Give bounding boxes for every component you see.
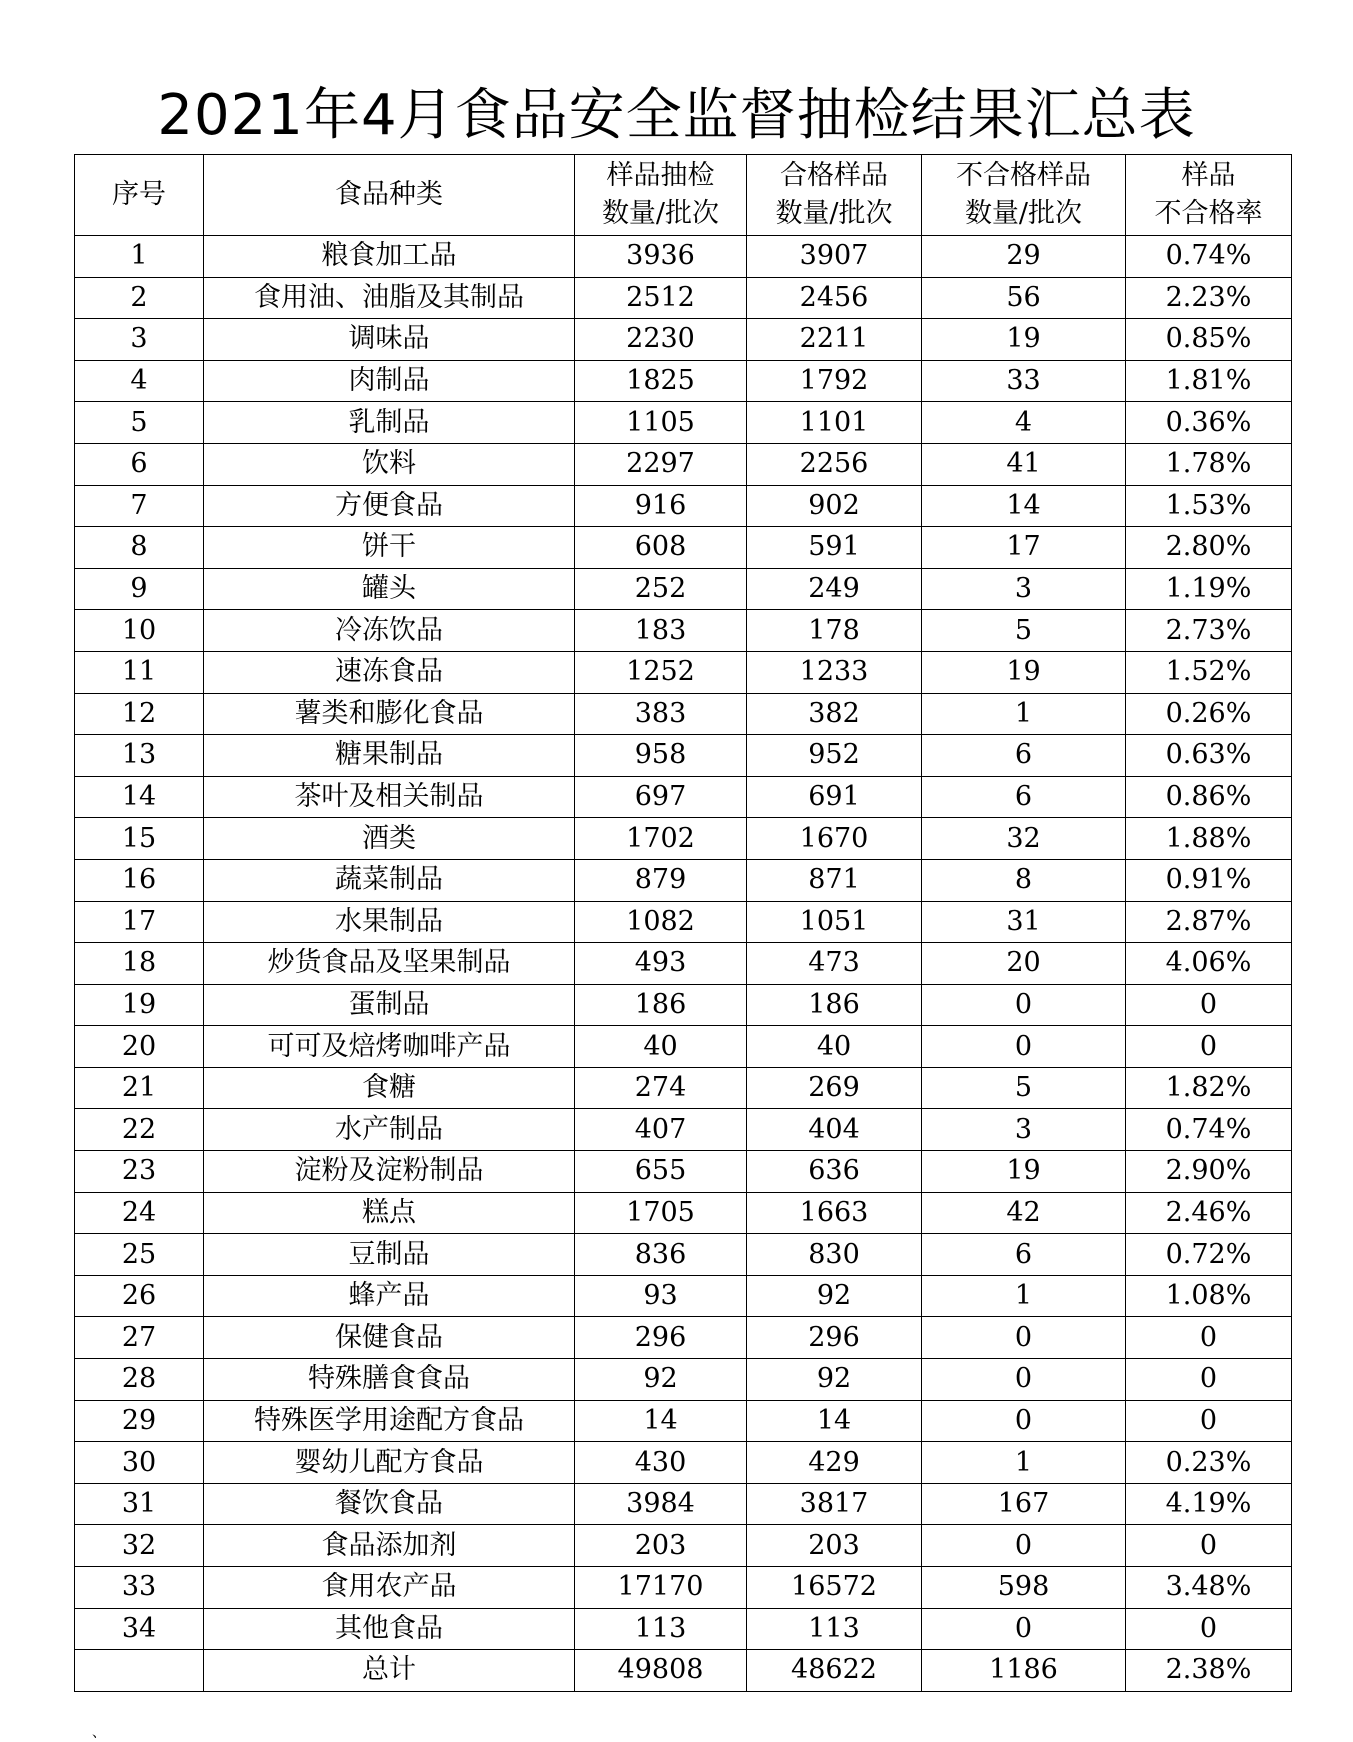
cell-category: 炒货食品及坚果制品 xyxy=(204,943,575,985)
cell-qualified: 1101 xyxy=(747,402,922,444)
table-row xyxy=(75,1234,1292,1276)
header-qualified-line2: 数量/批次 xyxy=(775,198,893,229)
results-table xyxy=(74,154,1292,1692)
cell-qualified: 92 xyxy=(747,1359,922,1401)
cell-index: 12 xyxy=(75,693,204,735)
table-row xyxy=(75,1151,1292,1193)
header-fail-rate-line2: 不合格率 xyxy=(1154,198,1263,229)
cell-unqualified: 0 xyxy=(922,1359,1126,1401)
cell-unqualified: 19 xyxy=(922,1151,1126,1193)
table-row xyxy=(75,901,1292,943)
cell-unqualified: 6 xyxy=(922,735,1126,777)
cell-unqualified: 3 xyxy=(922,1109,1126,1151)
cell-category: 乳制品 xyxy=(204,402,575,444)
cell-category: 其他食品 xyxy=(204,1608,575,1650)
cell-unqualified: 8 xyxy=(922,859,1126,901)
table-row xyxy=(75,319,1292,361)
cell-unqualified: 5 xyxy=(922,1067,1126,1109)
table-row xyxy=(75,1192,1292,1234)
cell-index: 22 xyxy=(75,1109,204,1151)
cell-unqualified: 31 xyxy=(922,901,1126,943)
table-row xyxy=(75,1608,1292,1650)
cell-category: 冷冻饮品 xyxy=(204,610,575,652)
table-row xyxy=(75,360,1292,402)
cell-qualified: 691 xyxy=(747,776,922,818)
cell-sampled: 407 xyxy=(575,1109,747,1151)
cell-sampled: 1105 xyxy=(575,402,747,444)
cell-sampled: 836 xyxy=(575,1234,747,1276)
cell-fail-rate: 1.52% xyxy=(1126,651,1292,693)
cell-qualified: 871 xyxy=(747,859,922,901)
cell-index: 4 xyxy=(75,360,204,402)
cell-index: 6 xyxy=(75,443,204,485)
cell-index: 10 xyxy=(75,610,204,652)
cell-fail-rate: 0.91% xyxy=(1126,859,1292,901)
page-title: 2021年4月食品安全监督抽检结果汇总表 xyxy=(157,83,1196,148)
cell-unqualified: 5 xyxy=(922,610,1126,652)
cell-fail-rate: 0.36% xyxy=(1126,402,1292,444)
cell-category: 水产制品 xyxy=(204,1109,575,1151)
cell-sampled: 383 xyxy=(575,693,747,735)
cell-category: 粮食加工品 xyxy=(204,236,575,278)
cell-qualified: 269 xyxy=(747,1067,922,1109)
cell-fail-rate: 0 xyxy=(1126,1525,1292,1567)
table-row xyxy=(75,1483,1292,1525)
cell-qualified: 92 xyxy=(747,1275,922,1317)
cell-category: 食用油、油脂及其制品 xyxy=(204,277,575,319)
cell-qualified: 2456 xyxy=(747,277,922,319)
table-row xyxy=(75,693,1292,735)
table-row xyxy=(75,776,1292,818)
cell-qualified: 473 xyxy=(747,943,922,985)
cell-fail-rate: 1.53% xyxy=(1126,485,1292,527)
cell-unqualified: 4 xyxy=(922,402,1126,444)
cell-sampled: 3984 xyxy=(575,1483,747,1525)
cell-fail-rate: 0.72% xyxy=(1126,1234,1292,1276)
cell-fail-rate: 0.86% xyxy=(1126,776,1292,818)
table-body xyxy=(75,236,1292,1692)
cell-sampled: 879 xyxy=(575,859,747,901)
table-row xyxy=(75,443,1292,485)
cell-qualified: 2256 xyxy=(747,443,922,485)
cell-index: 13 xyxy=(75,735,204,777)
table-row xyxy=(75,527,1292,569)
header-index: 序号 xyxy=(75,155,204,236)
cell-fail-rate: 0.74% xyxy=(1126,236,1292,278)
cell-fail-rate: 0 xyxy=(1126,1026,1292,1068)
table-row xyxy=(75,402,1292,444)
cell-qualified: 1670 xyxy=(747,818,922,860)
cell-sampled: 958 xyxy=(575,735,747,777)
cell-fail-rate: 0 xyxy=(1126,1317,1292,1359)
table-row xyxy=(75,1400,1292,1442)
table-header-row xyxy=(75,155,1292,236)
cell-sampled: 697 xyxy=(575,776,747,818)
cell-index: 11 xyxy=(75,651,204,693)
cell-unqualified: 1 xyxy=(922,1275,1126,1317)
cell-category: 速冻食品 xyxy=(204,651,575,693)
cell-unqualified: 6 xyxy=(922,1234,1126,1276)
cell-index: 24 xyxy=(75,1192,204,1234)
cell-unqualified: 19 xyxy=(922,651,1126,693)
cell-unqualified: 56 xyxy=(922,277,1126,319)
table-row xyxy=(75,1275,1292,1317)
cell-qualified: 3817 xyxy=(747,1483,922,1525)
cell-sampled: 40 xyxy=(575,1026,747,1068)
cell-index: 34 xyxy=(75,1608,204,1650)
cell-category: 饮料 xyxy=(204,443,575,485)
cell-index: 32 xyxy=(75,1525,204,1567)
cell-sampled: 14 xyxy=(575,1400,747,1442)
header-unqualified-line1: 不合格样品 xyxy=(956,160,1091,191)
table-row xyxy=(75,1359,1292,1401)
cell-category: 调味品 xyxy=(204,319,575,361)
cell-index: 27 xyxy=(75,1317,204,1359)
cell-index: 25 xyxy=(75,1234,204,1276)
cell-qualified: 249 xyxy=(747,568,922,610)
cell-unqualified: 0 xyxy=(922,1608,1126,1650)
cell-index: 26 xyxy=(75,1275,204,1317)
cell-unqualified: 41 xyxy=(922,443,1126,485)
cell-index: 19 xyxy=(75,984,204,1026)
cell-category: 糖果制品 xyxy=(204,735,575,777)
total-cell-category: 总计 xyxy=(204,1650,575,1692)
cell-fail-rate: 2.46% xyxy=(1126,1192,1292,1234)
cell-qualified: 178 xyxy=(747,610,922,652)
header-fail-rate xyxy=(1126,155,1292,236)
cell-qualified: 296 xyxy=(747,1317,922,1359)
cell-qualified: 382 xyxy=(747,693,922,735)
cell-sampled: 183 xyxy=(575,610,747,652)
cell-sampled: 113 xyxy=(575,1608,747,1650)
cell-category: 蛋制品 xyxy=(204,984,575,1026)
cell-fail-rate: 0.23% xyxy=(1126,1442,1292,1484)
table-row xyxy=(75,236,1292,278)
cell-fail-rate: 0.85% xyxy=(1126,319,1292,361)
cell-category: 食品添加剂 xyxy=(204,1525,575,1567)
cell-index: 9 xyxy=(75,568,204,610)
cell-fail-rate: 0 xyxy=(1126,1608,1292,1650)
cell-fail-rate: 1.19% xyxy=(1126,568,1292,610)
table-row xyxy=(75,1109,1292,1151)
cell-qualified: 14 xyxy=(747,1400,922,1442)
cell-unqualified: 17 xyxy=(922,527,1126,569)
cell-fail-rate: 1.82% xyxy=(1126,1067,1292,1109)
cell-sampled: 608 xyxy=(575,527,747,569)
cell-qualified: 1233 xyxy=(747,651,922,693)
cell-fail-rate: 2.23% xyxy=(1126,277,1292,319)
cell-category: 蜂产品 xyxy=(204,1275,575,1317)
cell-sampled: 2297 xyxy=(575,443,747,485)
cell-unqualified: 3 xyxy=(922,568,1126,610)
header-unqualified xyxy=(922,155,1126,236)
cell-index: 21 xyxy=(75,1067,204,1109)
cell-sampled: 17170 xyxy=(575,1567,747,1609)
cell-index: 33 xyxy=(75,1567,204,1609)
cell-unqualified: 19 xyxy=(922,319,1126,361)
cell-qualified: 203 xyxy=(747,1525,922,1567)
cell-sampled: 655 xyxy=(575,1151,747,1193)
header-sampled xyxy=(575,155,747,236)
cell-fail-rate: 0 xyxy=(1126,984,1292,1026)
table-row xyxy=(75,568,1292,610)
cell-category: 糕点 xyxy=(204,1192,575,1234)
cell-unqualified: 598 xyxy=(922,1567,1126,1609)
cell-fail-rate: 2.87% xyxy=(1126,901,1292,943)
table-row xyxy=(75,1067,1292,1109)
cell-qualified: 3907 xyxy=(747,236,922,278)
table-row xyxy=(75,1317,1292,1359)
cell-sampled: 252 xyxy=(575,568,747,610)
cell-index: 3 xyxy=(75,319,204,361)
cell-fail-rate: 0.26% xyxy=(1126,693,1292,735)
cell-index: 29 xyxy=(75,1400,204,1442)
cell-qualified: 16572 xyxy=(747,1567,922,1609)
cell-fail-rate: 0.74% xyxy=(1126,1109,1292,1151)
cell-fail-rate: 2.73% xyxy=(1126,610,1292,652)
cell-fail-rate: 1.78% xyxy=(1126,443,1292,485)
cell-unqualified: 167 xyxy=(922,1483,1126,1525)
cell-fail-rate: 1.81% xyxy=(1126,360,1292,402)
table-row xyxy=(75,1442,1292,1484)
cell-qualified: 636 xyxy=(747,1151,922,1193)
header-qualified-line1: 合格样品 xyxy=(780,160,888,191)
header-sampled-line2: 数量/批次 xyxy=(601,198,720,229)
cell-qualified: 1051 xyxy=(747,901,922,943)
cell-sampled: 1702 xyxy=(575,818,747,860)
cell-sampled: 1252 xyxy=(575,651,747,693)
cell-category: 罐头 xyxy=(204,568,575,610)
cell-unqualified: 0 xyxy=(922,1026,1126,1068)
table-row xyxy=(75,818,1292,860)
header-fail-rate-line1: 样品 xyxy=(1181,160,1236,191)
cell-index: 17 xyxy=(75,901,204,943)
table-row xyxy=(75,485,1292,527)
cell-category: 餐饮食品 xyxy=(204,1483,575,1525)
cell-sampled: 203 xyxy=(575,1525,747,1567)
cell-unqualified: 42 xyxy=(922,1192,1126,1234)
cell-unqualified: 0 xyxy=(922,1317,1126,1359)
cell-qualified: 113 xyxy=(747,1608,922,1650)
cell-fail-rate: 2.90% xyxy=(1126,1151,1292,1193)
cell-index: 2 xyxy=(75,277,204,319)
cell-sampled: 430 xyxy=(575,1442,747,1484)
cell-sampled: 274 xyxy=(575,1067,747,1109)
cell-category: 淀粉及淀粉制品 xyxy=(204,1151,575,1193)
table-row xyxy=(75,610,1292,652)
cell-qualified: 591 xyxy=(747,527,922,569)
cell-sampled: 1082 xyxy=(575,901,747,943)
cell-index: 1 xyxy=(75,236,204,278)
cell-category: 酒类 xyxy=(204,818,575,860)
table-row xyxy=(75,735,1292,777)
total-row xyxy=(75,1650,1292,1692)
table-row xyxy=(75,943,1292,985)
cell-index: 16 xyxy=(75,859,204,901)
cell-unqualified: 0 xyxy=(922,1400,1126,1442)
cell-category: 食糖 xyxy=(204,1067,575,1109)
cell-qualified: 429 xyxy=(747,1442,922,1484)
cell-qualified: 830 xyxy=(747,1234,922,1276)
cell-category: 婴幼儿配方食品 xyxy=(204,1442,575,1484)
cell-index: 31 xyxy=(75,1483,204,1525)
cell-category: 肉制品 xyxy=(204,360,575,402)
cell-qualified: 902 xyxy=(747,485,922,527)
cell-category: 薯类和膨化食品 xyxy=(204,693,575,735)
table-row xyxy=(75,1567,1292,1609)
cell-sampled: 296 xyxy=(575,1317,747,1359)
cell-category: 特殊医学用途配方食品 xyxy=(204,1400,575,1442)
cell-fail-rate: 0 xyxy=(1126,1359,1292,1401)
table-row xyxy=(75,1525,1292,1567)
cell-unqualified: 1 xyxy=(922,1442,1126,1484)
total-cell-unqualified: 1186 xyxy=(922,1650,1126,1692)
cell-fail-rate: 0 xyxy=(1126,1400,1292,1442)
cell-qualified: 404 xyxy=(747,1109,922,1151)
cell-fail-rate: 4.06% xyxy=(1126,943,1292,985)
cell-qualified: 2211 xyxy=(747,319,922,361)
cell-index: 5 xyxy=(75,402,204,444)
cell-sampled: 493 xyxy=(575,943,747,985)
cell-category: 茶叶及相关制品 xyxy=(204,776,575,818)
cell-fail-rate: 1.08% xyxy=(1126,1275,1292,1317)
cell-sampled: 2230 xyxy=(575,319,747,361)
cell-fail-rate: 0.63% xyxy=(1126,735,1292,777)
cell-index: 14 xyxy=(75,776,204,818)
cell-index: 18 xyxy=(75,943,204,985)
total-cell-fail-rate: 2.38% xyxy=(1126,1650,1292,1692)
cell-index: 28 xyxy=(75,1359,204,1401)
cell-index: 20 xyxy=(75,1026,204,1068)
cell-sampled: 1705 xyxy=(575,1192,747,1234)
cell-category: 可可及焙烤咖啡产品 xyxy=(204,1026,575,1068)
cell-qualified: 952 xyxy=(747,735,922,777)
cell-sampled: 2512 xyxy=(575,277,747,319)
cell-category: 特殊膳食食品 xyxy=(204,1359,575,1401)
footer-mark: 、 xyxy=(92,1725,106,1741)
cell-unqualified: 20 xyxy=(922,943,1126,985)
cell-index: 30 xyxy=(75,1442,204,1484)
cell-unqualified: 32 xyxy=(922,818,1126,860)
cell-index: 15 xyxy=(75,818,204,860)
cell-index: 8 xyxy=(75,527,204,569)
cell-qualified: 1663 xyxy=(747,1192,922,1234)
table-row xyxy=(75,651,1292,693)
cell-category: 水果制品 xyxy=(204,901,575,943)
total-cell-sampled: 49808 xyxy=(575,1650,747,1692)
cell-sampled: 3936 xyxy=(575,236,747,278)
cell-unqualified: 0 xyxy=(922,1525,1126,1567)
header-category: 食品种类 xyxy=(204,155,575,236)
table-row xyxy=(75,984,1292,1026)
cell-sampled: 1825 xyxy=(575,360,747,402)
cell-fail-rate: 1.88% xyxy=(1126,818,1292,860)
cell-unqualified: 33 xyxy=(922,360,1126,402)
total-cell-index xyxy=(75,1650,204,1692)
table-row xyxy=(75,859,1292,901)
cell-category: 方便食品 xyxy=(204,485,575,527)
cell-qualified: 40 xyxy=(747,1026,922,1068)
cell-unqualified: 0 xyxy=(922,984,1126,1026)
cell-unqualified: 6 xyxy=(922,776,1126,818)
cell-qualified: 186 xyxy=(747,984,922,1026)
cell-category: 饼干 xyxy=(204,527,575,569)
cell-category: 保健食品 xyxy=(204,1317,575,1359)
cell-qualified: 1792 xyxy=(747,360,922,402)
cell-unqualified: 1 xyxy=(922,693,1126,735)
cell-index: 23 xyxy=(75,1151,204,1193)
cell-sampled: 92 xyxy=(575,1359,747,1401)
cell-index: 7 xyxy=(75,485,204,527)
cell-fail-rate: 3.48% xyxy=(1126,1567,1292,1609)
header-qualified xyxy=(747,155,922,236)
cell-sampled: 186 xyxy=(575,984,747,1026)
header-sampled-line1: 样品抽检 xyxy=(606,160,715,191)
header-unqualified-line2: 数量/批次 xyxy=(964,198,1083,229)
cell-category: 蔬菜制品 xyxy=(204,859,575,901)
cell-sampled: 916 xyxy=(575,485,747,527)
cell-unqualified: 29 xyxy=(922,236,1126,278)
cell-category: 豆制品 xyxy=(204,1234,575,1276)
cell-fail-rate: 4.19% xyxy=(1126,1483,1292,1525)
cell-unqualified: 14 xyxy=(922,485,1126,527)
total-cell-qualified: 48622 xyxy=(747,1650,922,1692)
cell-sampled: 93 xyxy=(575,1275,747,1317)
cell-category: 食用农产品 xyxy=(204,1567,575,1609)
cell-fail-rate: 2.80% xyxy=(1126,527,1292,569)
table-row xyxy=(75,1026,1292,1068)
table-row xyxy=(75,277,1292,319)
